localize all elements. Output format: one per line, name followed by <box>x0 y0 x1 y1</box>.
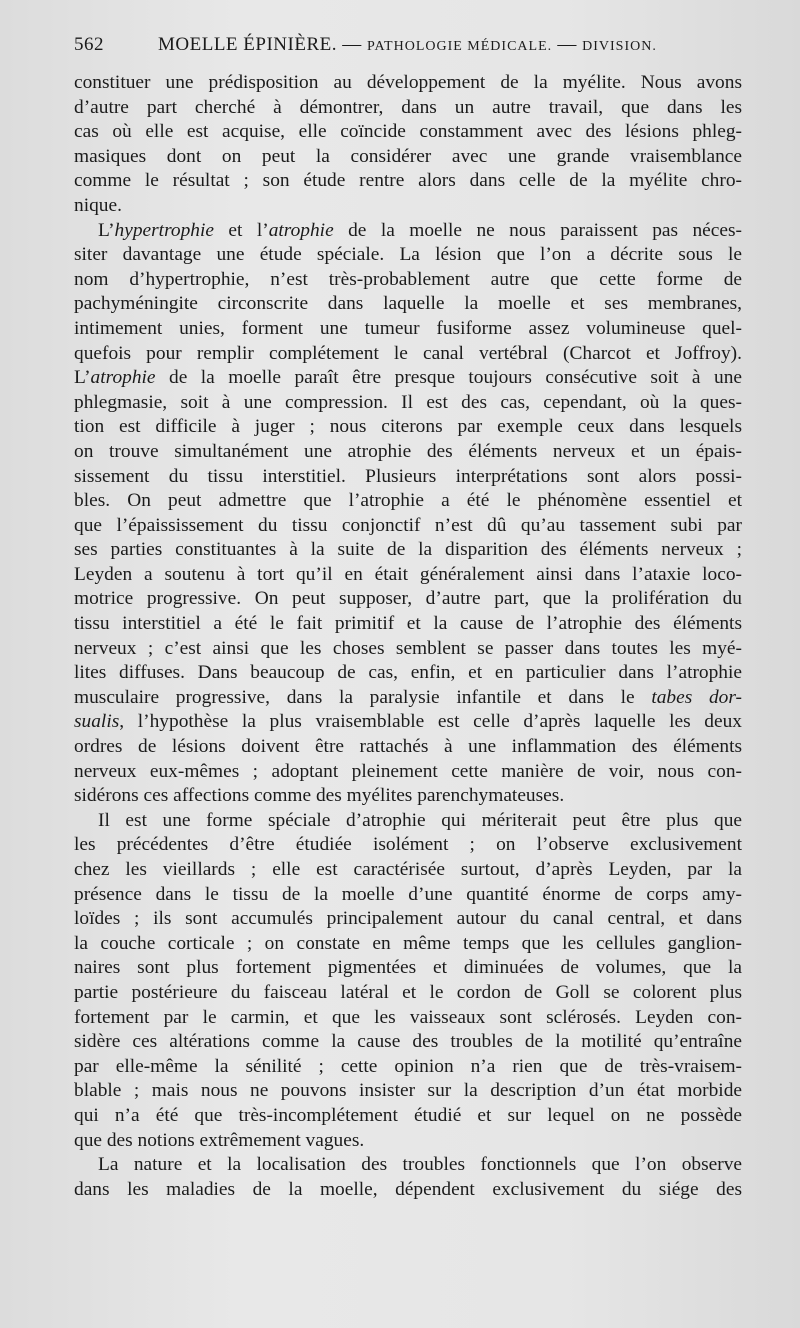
text-line: que des notions extrêmement vagues. <box>74 1129 365 1151</box>
text-line: ordres de lésions doivent être rattachés à une inflammation des éléments <box>74 736 742 758</box>
text-line: qui n’a été que très-incomplétement étudié et sur lequel on ne possède <box>74 1104 742 1126</box>
text-line: ses parties constituantes à la suite de la disparition des éléments nerveux ; <box>74 539 742 561</box>
text-line: comme le résultat ; son étude rentre alors dans celle de la myélite chro- <box>74 170 742 192</box>
text-line: d’autre part cherché à démontrer, dans un autre travail, que dans les <box>74 96 742 118</box>
text-line: la couche corticale ; on constate en même temps que les cellules ganglion- <box>74 932 742 954</box>
text-line: on trouve simultanément une atrophie des éléments nerveux et un épais- <box>74 440 742 462</box>
text-line: tion est difficile à juger ; nous citerons par exemple ceux dans lesquels <box>74 416 742 438</box>
text-line: La nature et la localisation des troubles fonctionnels que l’on observe <box>98 1154 742 1176</box>
running-title-separator: — <box>552 34 583 55</box>
text-line: musculaire progressive, dans la paralysie infantile et dans le tabes dor- <box>74 686 742 708</box>
text-line: par elle-même la sénilité ; cette opinion n’a rien que de très-vraisem- <box>74 1055 742 1077</box>
text-line: nerveux eux-mêmes ; adoptant pleinement cette manière de voir, nous con- <box>74 760 742 782</box>
text-line: présence dans le tissu de la moelle d’une quantité énorme de corps amy- <box>74 883 742 905</box>
text-line: partie postérieure du faisceau latéral et le cordon de Goll se colorent plus <box>74 981 742 1003</box>
text-line: blable ; mais nous ne pouvons insister sur la description d’un état morbide <box>74 1080 742 1102</box>
text-line: L’atrophie de la moelle paraît être presque toujours consécutive soit à une <box>74 367 742 389</box>
running-title-separator: — <box>336 34 367 55</box>
text-line: sidérons ces affections comme des myélites parenchymateuses. <box>74 785 565 807</box>
text-line: Leyden a soutenu à tort qu’il en était généralement ainsi dans l’ataxie loco- <box>74 563 742 585</box>
text-line: phlegmasie, soit à une compression. Il est des cas, cependant, où la ques- <box>74 391 742 413</box>
text-line: fortement par le carmin, et que les vaisseaux sont sclérosés. Leyden con- <box>74 1006 742 1028</box>
text-line: lites diffuses. Dans beaucoup de cas, enfin, et en particulier dans l’atrophie <box>74 662 742 684</box>
text-line: motrice progressive. On peut supposer, d’autre part, que la prolifération du <box>74 588 742 610</box>
text-line: siter davantage une étude spéciale. La lésion que l’on a décrite sous le <box>74 244 742 266</box>
text-line: quefois pour remplir complétement le canal vertébral (Charcot et Joffroy). <box>74 342 742 364</box>
text-line: tissu interstitiel a été le fait primitif et la cause de l’atrophie des éléments <box>74 613 742 635</box>
text-line: sidère ces altérations comme la cause des troubles de la motilité qu’entraîne <box>74 1031 742 1053</box>
text-line: nom d’hypertrophie, n’est très-probablement autre que cette forme de <box>74 268 742 290</box>
page-number: 562 <box>74 34 104 55</box>
text-line: constituer une prédisposition au développement de la myélite. Nous avons <box>74 72 742 93</box>
running-title-main: MOELLE ÉPINIÈRE. <box>158 34 337 55</box>
body-text <box>74 71 742 1202</box>
text-line: pachyméningite circonscrite dans laquelle la moelle et ses membranes, <box>74 293 742 315</box>
text-line: intimement unies, forment une tumeur fusiforme assez volumineuse quel- <box>74 317 742 339</box>
text-line: nerveux ; c’est ainsi que les choses semblent se passer dans toutes les myé- <box>74 637 742 659</box>
running-title <box>158 34 657 56</box>
text-line: dans les maladies de la moelle, dépendent exclusivement du siége des <box>74 1178 742 1200</box>
running-title-sub: DIVISION. <box>582 39 657 54</box>
text-line: naires sont plus fortement pigmentées et diminuées de volumes, que la <box>74 957 742 979</box>
text-line: nique. <box>74 194 122 216</box>
running-header <box>74 34 740 64</box>
text-line: Il est une forme spéciale d’atrophie qui mériterait peut être plus que <box>98 809 742 831</box>
text-line: masiques dont on peut la considérer avec une grande vraisemblance <box>74 145 742 167</box>
text-line: sissement du tissu interstitiel. Plusieurs interprétations sont alors possi- <box>74 465 742 487</box>
text-line: bles. On peut admettre que l’atrophie a été le phénomène essentiel et <box>74 490 742 512</box>
text-line: cas où elle est acquise, elle coïncide constamment avec des lésions phleg- <box>74 121 742 143</box>
text-line: les précédentes d’être étudiée isolément ; on l’observe exclusivement <box>74 834 742 856</box>
text-line: chez les vieillards ; elle est caractérisée surtout, d’après Leyden, par la <box>74 859 742 880</box>
text-line: L’hypertrophie et l’atrophie de la moelle ne nous paraissent pas néces- <box>98 219 742 241</box>
text-line: loïdes ; ils sont accumulés principalement autour du canal central, et dans <box>74 908 742 930</box>
text-line: sualis, l’hypothèse la plus vraisemblable est celle d’après laquelle les deux <box>74 711 742 733</box>
text-line: que l’épaississement du tissu conjonctif n’est dû qu’au tassement subi par <box>74 514 742 536</box>
running-title-section: PATHOLOGIE MÉDICALE. <box>366 39 553 54</box>
